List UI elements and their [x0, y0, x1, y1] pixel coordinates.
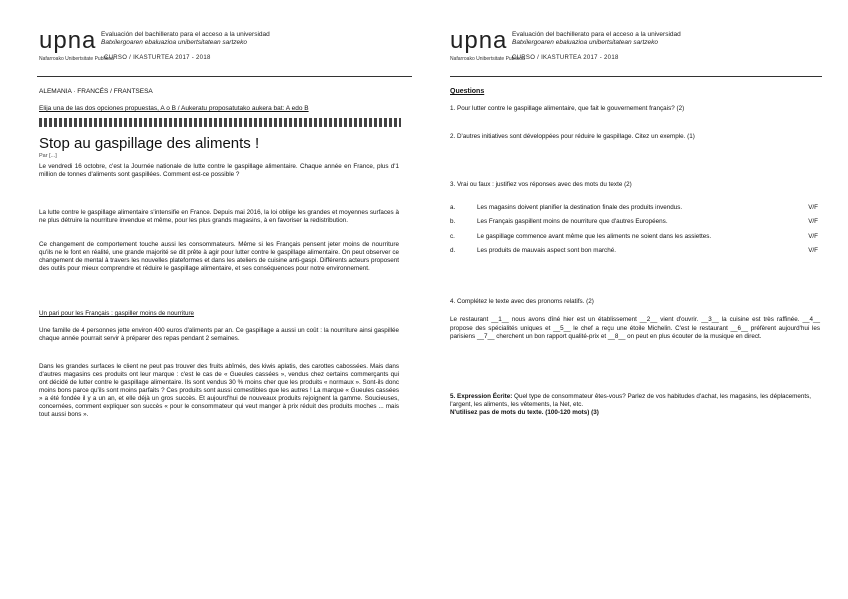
item-text: Le gaspillage commence avant même que les aliments ne soient dans les assiettes. [477, 233, 712, 240]
item-text: Les produits de mauvais aspect sont bon marché. [477, 247, 616, 254]
questions-heading: Questions [450, 88, 485, 95]
article-title: Stop au gaspillage des aliments ! [39, 135, 260, 152]
right-page [424, 0, 848, 599]
article-byline: Par [...] [39, 153, 57, 159]
question-4: 4. Complétez le texte avec des pronoms relatifs. (2) [450, 298, 594, 305]
true-false-label: V/F [808, 247, 818, 254]
article-paragraph: Dans les grandes surfaces le client ne peut pas trouver des fruits abîmés, des kiwis aplatis, des carottes cabossées. Mais dans d'autres magasins ces produits ont leur marque : c'est le cas de « Gueules cassées », vendus chez certains commerçants qui ont décidé de lutter contre le gaspillage alimentaire. Ils sont vendus 30 % moins cher que les produits « normaux ». Sont-ils donc moins bons parce qu'ils sont moins parfaits ? Ces produits sont aussi comestibles que les autres ! La marque « Gueules cassées » a été fondée il y a un an, et elle déjà un gros succès. Et aujourd'hui de nouveaux produits rejoignent la gamme. Soucieuses, concernées, comment expliquer son succès « pour le consommateur qui veut manger à prix réduit des produits moches ... mais tout aussi bons ». [39, 363, 399, 418]
question-2: 2. D'autres initiatives sont développées pour réduire le gaspillage. Citez un exemple. (1) [450, 133, 695, 140]
upna-logo: upna [39, 27, 97, 54]
institution-eu: Batxilergoaren ebaluazioa unibertsitatean sartzeko [512, 39, 658, 46]
institution-title [101, 31, 401, 47]
true-false-label: V/F [808, 233, 818, 240]
article-paragraph: Une famille de 4 personnes jette environ 400 euros d'aliments par an. Ce gaspillage a aussi un coût : la nourriture ainsi gaspillée chaque année pourrait servir à préparer des repas pendant 2 semaines. [39, 327, 399, 342]
institution-es: Evaluación del bachillerato para el acceso a la universidad [101, 31, 270, 38]
institution-es: Evaluación del bachillerato para el acceso a la universidad [512, 31, 681, 38]
subject-line: ALEMANIA · FRANCÉS / FRANTSESA [39, 88, 153, 95]
institution-eu: Batxilergoaren ebaluazioa unibertsitatean sartzeko [101, 39, 247, 46]
item-text: Les magasins doivent planifier la destination finale des produits invendus. [477, 204, 683, 211]
question-5 [450, 393, 820, 417]
logo-caption: Nafarroako Unibertsitate Publikoa [39, 56, 114, 62]
article-paragraph: Le vendredi 16 octobre, c'est la Journée nationale de lutte contre le gaspillage alimentaire. Chaque année en France, plus d'1 million de tonnes d'aliments sont gaspillées. Comment est-ce possible ? [39, 163, 399, 178]
redacted-band [39, 118, 401, 127]
question-5-label: 5. Expression Écrite: [450, 393, 513, 400]
question-3: 3. Vrai ou faux : justifiez vos réponses avec des mots du texte (2) [450, 181, 632, 188]
item-marker: a. [450, 204, 456, 211]
header-divider [450, 76, 822, 77]
item-text: Les Français gaspillent moins de nourriture que d'autres Européens. [477, 218, 668, 225]
question-5-note: N'utilisez pas de mots du texte. (100-120 mots) (3) [450, 409, 599, 416]
header-divider [37, 76, 412, 77]
fill-in-text: Le restaurant __1__ nous avons dîné hier est un établissement __2__ vient d'ouvrir. __3__ la cuisine est très raffinée. __4__ propose des spécialités uniques et __5__ le chef a reçu une étoile Michelin. C'est le restaurant __6__ préfèrent aujourd'hui les parisiens __7__ cherchent un bon rapport qualité-prix et __8__ on peut en plus écouter de la musique en direct. [450, 316, 820, 341]
article-paragraph: Ce changement de comportement touche aussi les consommateurs. Même si les Français pensent jeter moins de nourriture qu'ils ne le font en réalité, une grande majorité se dit prête à agir pour lutter contre le gaspillage alimentaire. On peut observer ce changement de mental à travers les nouvelles plateformes et dans les ateliers de cuisine anti-gaspi. Différents acteurs proposent des outils pour mieux comprendre et réduire le gaspillage alimentaire, et ses conséquences pour notre environnement. [39, 241, 399, 272]
item-marker: c. [450, 233, 455, 240]
instruction-line: Elija una de las dos opciones propuestas, A o B / Aukeratu proposatutako aukera bat: A edo B [39, 105, 309, 112]
logo-caption: Nafarroako Unibertsitate Publikoa [450, 56, 525, 62]
institution-title [512, 31, 812, 47]
question-1: 1. Pour lutter contre le gaspillage alimentaire, que fait le gouvernement français? (2) [450, 105, 685, 112]
section-title: Un pari pour les Français : gaspiller moins de nourriture [39, 310, 195, 317]
article-paragraph: La lutte contre le gaspillage alimentaire s'intensifie en France. Depuis mai 2016, la loi oblige les grandes et moyennes surfaces à ne plus détruire la nourriture invendue et même, pour les plus grands magasins, à en favoriser la redistribution. [39, 209, 399, 224]
item-marker: d. [450, 247, 456, 254]
upna-logo: upna [450, 27, 508, 54]
course-year: CURSO / IKASTURTEA 2017 - 2018 [512, 55, 619, 61]
item-marker: b. [450, 218, 456, 225]
true-false-label: V/F [808, 204, 818, 211]
course-year: CURSO / IKASTURTEA 2017 - 2018 [104, 55, 211, 61]
question-5-text: Quel type de consommateur êtes-vous? Parlez de vos habitudes d'achat, les magasins, les déplacements, l'argent, les aliments, les vêtements, la Net, etc. [450, 393, 812, 408]
true-false-label: V/F [808, 218, 818, 225]
